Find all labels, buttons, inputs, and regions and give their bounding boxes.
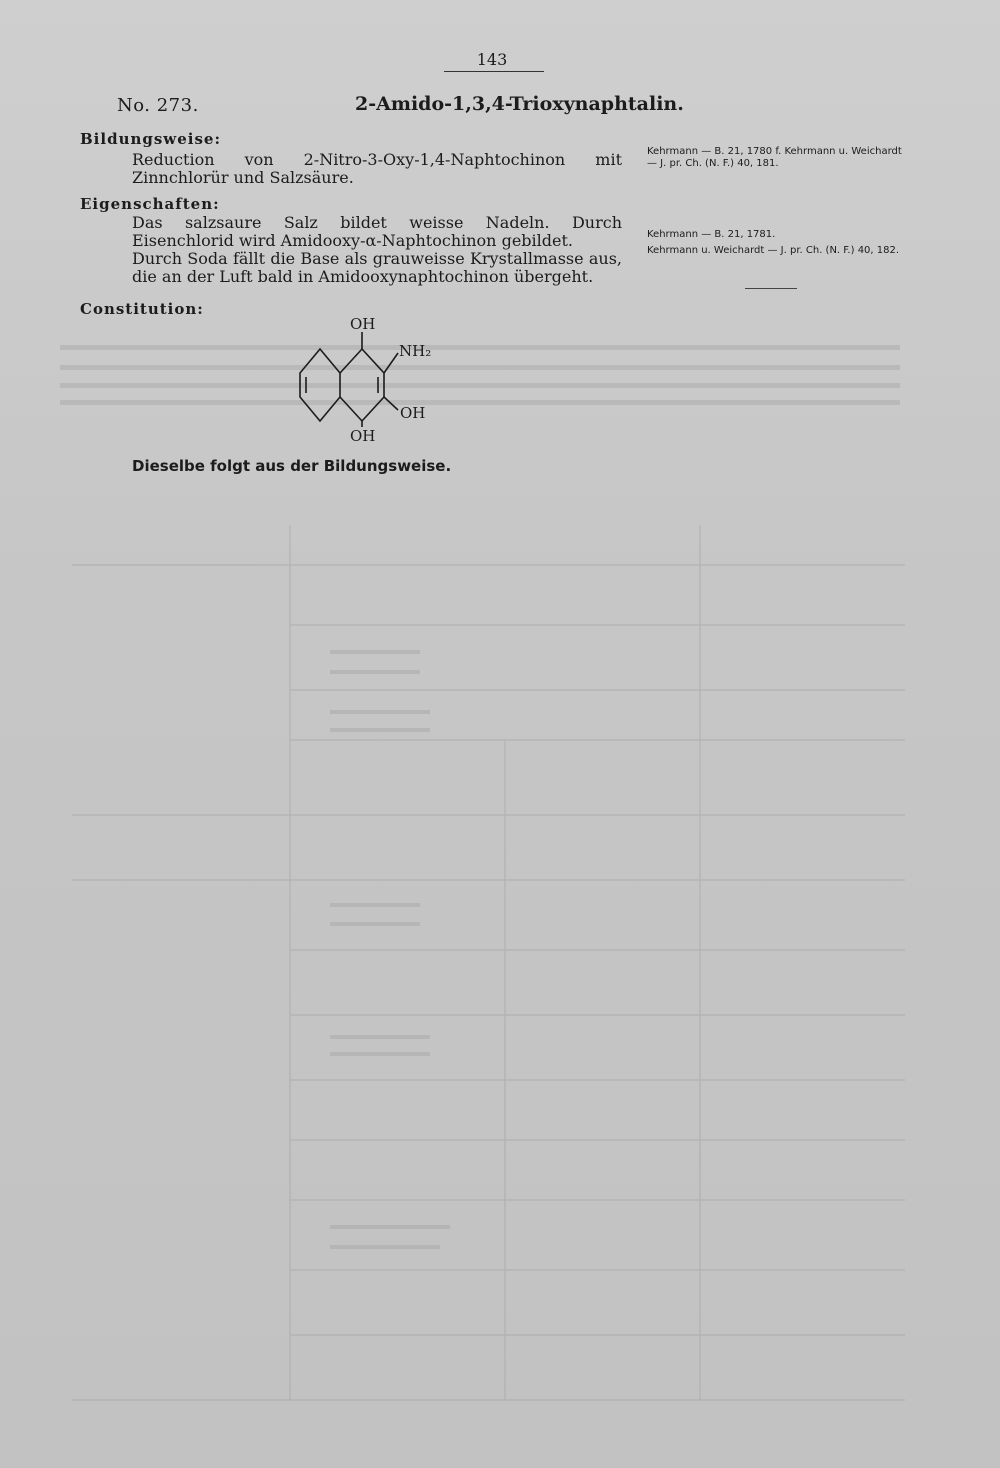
constitution-conclusion: Dieselbe folgt aus der Bildungsweise. [132, 457, 452, 475]
bond-oh-right [384, 397, 398, 410]
bond-nh2 [384, 353, 398, 373]
section-heading-constitution: Constitution: [80, 300, 204, 318]
page-number: 143 [476, 50, 508, 69]
entry-number: No. 273. [117, 95, 199, 116]
entry-title: 2-Amido-1,3,4-Trioxynaphtalin. [355, 93, 684, 115]
section-heading-eigenschaften: Eigenschaften: [80, 195, 220, 213]
reference-2: Kehrmann — B. 21, 1781. [647, 229, 776, 240]
label-oh-bottom: OH [350, 427, 376, 445]
reference-1: Kehrmann — B. 21, 1780 f. Kehrmann u. Weichardt — J. pr. Ch. (N. F.) 40, 181. [647, 146, 902, 169]
reference-rule [745, 288, 797, 289]
structural-formula [290, 310, 450, 450]
eigenschaften-text-2: Durch Soda fällt die Base als grauweisse Krystallmasse aus, die an der Luft bald in Amidooxynaphtochinon übergeht. [132, 249, 622, 286]
naphthalene-rings [300, 332, 398, 427]
label-nh2: NH₂ [399, 342, 432, 360]
reference-3: Kehrmann u. Weichardt — J. pr. Ch. (N. F.) 40, 182. [647, 245, 900, 256]
label-oh-top: OH [350, 315, 376, 333]
bildungsweise-text: Reduction von 2-Nitro-3-Oxy-1,4-Naphtochinon mit Zinnchlorür und Salzsäure. [132, 150, 622, 187]
label-oh-right: OH [400, 404, 426, 422]
eigenschaften-text-1: Das salzsaure Salz bildet weisse Nadeln. Durch Eisenchlorid wird Amidooxy-α-Naphtochinon gebildet. [132, 213, 622, 250]
section-heading-bildungsweise: Bildungsweise: [80, 130, 221, 148]
page-number-rule [444, 71, 544, 72]
